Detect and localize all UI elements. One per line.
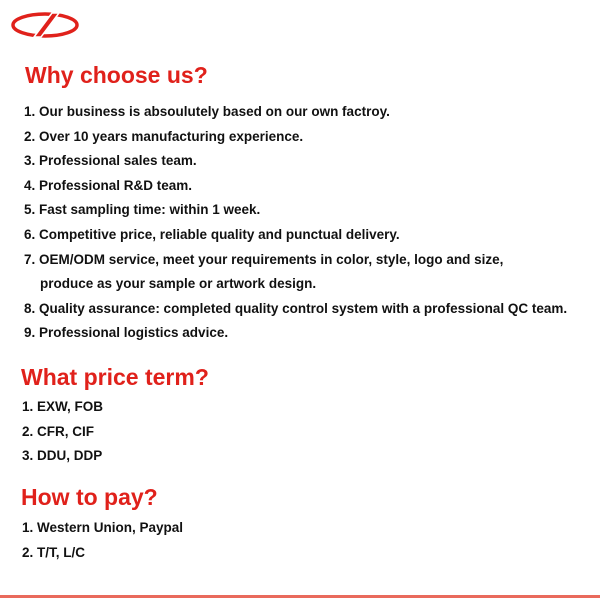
company-logo-icon [10,10,80,40]
price-term-heading: What price term? [21,364,209,390]
list-item: 3. Professional sales team. [24,153,197,169]
list-item: 4. Professional R&D team. [24,177,193,193]
why-choose-us-heading: Why choose us? [25,62,208,88]
how-to-pay-heading: How to pay? [21,484,158,510]
list-item: 2. Over 10 years manufacturing experience. [24,128,304,144]
list-item: 6. Competitive price, reliable quality and punctual delivery. [24,226,400,242]
list-item-continuation: produce as your sample or artwork design. [40,276,317,292]
list-item: 1. Western Union, Paypal [22,520,184,535]
list-item: 3. DDU, DDP [22,448,103,464]
list-item: 7. OEM/ODM service, meet your requirements in color, style, logo and size, [24,251,504,267]
how-to-pay-list [22,516,183,565]
list-item: 8. Quality assurance: completed quality control system with a professional QC team. [24,300,568,316]
price-term-list [22,395,103,469]
list-item: 2. CFR, CIF [22,423,95,439]
list-item: 5. Fast sampling time: within 1 week. [24,202,261,218]
why-choose-us-list [24,100,567,346]
footer-divider [0,595,600,598]
list-item: 1. Our business is absoulutely based on our own factroy. [24,104,390,119]
list-item: 2. T/T, L/C [22,544,86,560]
list-item: 9. Professional logistics advice. [24,325,229,341]
list-item: 1. EXW, FOB [22,399,104,414]
